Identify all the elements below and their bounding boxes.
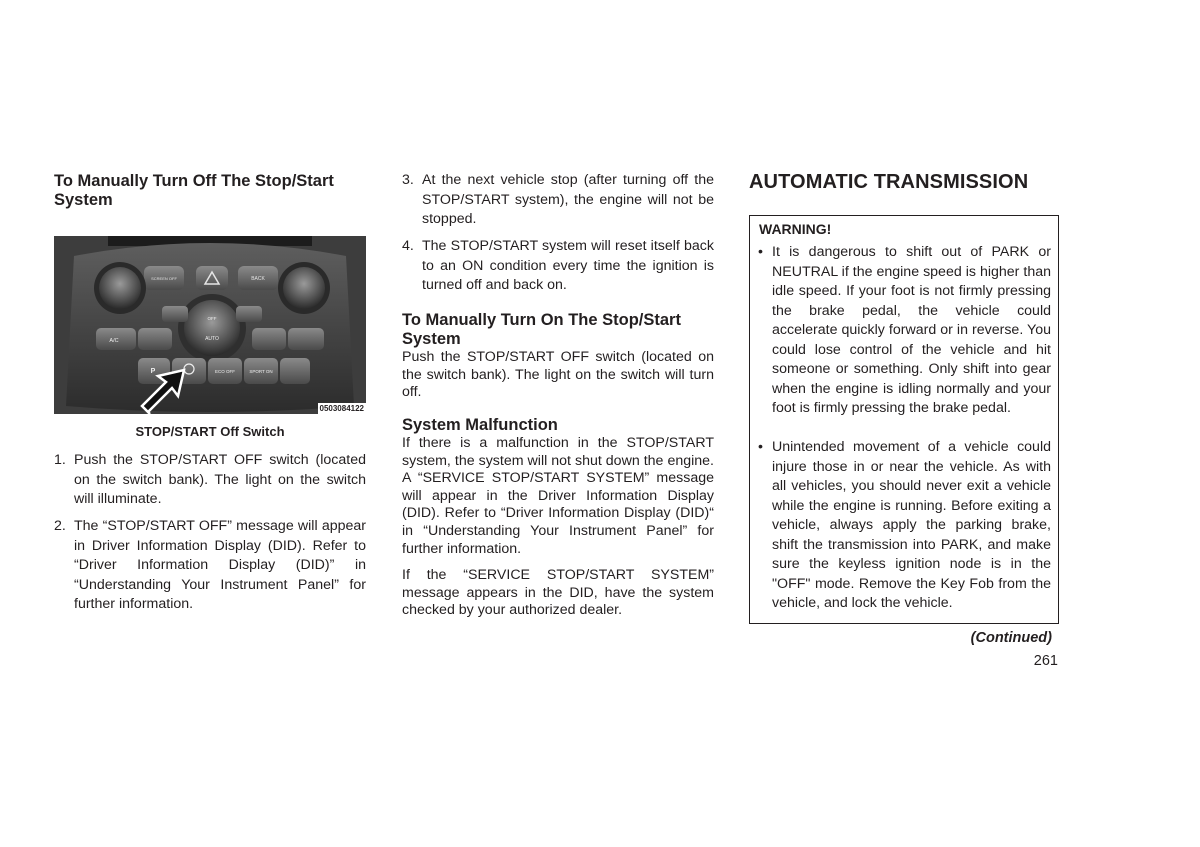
list-item-text: The STOP/START system will reset itself back to an ON condition every time the ignition is turned off and back on. bbox=[422, 238, 714, 293]
bullet-symbol: • bbox=[758, 244, 763, 260]
svg-text:AUTO: AUTO bbox=[205, 336, 219, 342]
svg-text:BACK: BACK bbox=[251, 276, 265, 282]
warning-bullet bbox=[758, 438, 1051, 618]
back-button bbox=[238, 266, 278, 290]
list-item bbox=[54, 517, 366, 617]
warning-bullet-text: It is dangerous to shift out of PARK or NEUTRAL if the engine speed is higher than idle speed. If your foot is not firmly pressing the brake pedal, the vehicle could accelerate quickly forward or in reverse. You could lose control of the vehicle and hit someone or something. Only shift into gear when the engine is idling normally and your foot is firmly pressing the brake pedal. bbox=[772, 244, 1051, 416]
svg-text:A/C: A/C bbox=[109, 338, 119, 344]
sport-on-button bbox=[244, 358, 278, 384]
center-climate-dial bbox=[178, 294, 246, 362]
svg-text:P: P bbox=[150, 368, 156, 375]
left-temperature-knob bbox=[94, 262, 146, 314]
section-heading-malfunction: System Malfunction bbox=[402, 416, 558, 434]
svg-text:SCREEN OFF: SCREEN OFF bbox=[151, 276, 177, 281]
section-heading-turn-on: To Manually Turn On The Stop/Start System bbox=[402, 311, 681, 348]
list-item-number: 3. bbox=[402, 172, 414, 188]
svg-text:SPORT ON: SPORT ON bbox=[249, 369, 273, 374]
paragraph-turn-on: Push the STOP/START OFF switch (located on the switch bank). The light on the switch will turn off. bbox=[402, 349, 714, 401]
bullet-symbol: • bbox=[758, 439, 763, 455]
list-item-text: Push the STOP/START OFF switch (located on the switch bank). The light on the switch will illuminate. bbox=[74, 452, 366, 507]
warning-box bbox=[749, 215, 1059, 624]
hazard-button bbox=[196, 266, 228, 290]
section-heading-turn-off: To Manually Turn Off The Stop/Start System bbox=[54, 172, 334, 209]
warning-bullet bbox=[758, 243, 1051, 439]
stop-start-switch-photo bbox=[54, 236, 366, 414]
list-item bbox=[54, 451, 366, 511]
warning-bullet-text: Unintended movement of a vehicle could injure those in or near the vehicle. As with all vehicles, you should never exit a vehicle while the engine is running. Before exiting a vehicle, always apply the parking brake, shift the transmission into PARK, and make sure the keyless ignition node is in the "OFF" mode. Remove the Key Fob from the vehicle, and lock the vehicle. bbox=[772, 439, 1051, 611]
list-item-number: 2. bbox=[54, 518, 66, 534]
list-item-text: The “STOP/START OFF” message will appear in Driver Information Display (DID). Refer to “Driver Information Display (DID)” in “Understanding Your Instrument Panel” for further information. bbox=[74, 518, 366, 612]
right-temperature-knob bbox=[278, 262, 330, 314]
list-item-text: At the next vehicle stop (after turning off the STOP/START system), the engine will not be stopped. bbox=[422, 172, 714, 227]
chapter-heading: AUTOMATIC TRANSMISSION bbox=[749, 171, 1029, 193]
figure-caption: STOP/START Off Switch bbox=[135, 424, 285, 439]
svg-text:OFF: OFF bbox=[207, 316, 217, 321]
list-item bbox=[402, 171, 714, 231]
console-illustration bbox=[54, 236, 366, 414]
ac-button bbox=[96, 328, 136, 350]
svg-text:ECO OFF: ECO OFF bbox=[215, 369, 235, 374]
paragraph-service: If the “SERVICE STOP/START SYSTEM” message appears in the DID, have the system checked by your authorized dealer. bbox=[402, 567, 714, 619]
eco-off-button bbox=[208, 358, 242, 384]
figure-code: 0503084122 bbox=[319, 404, 364, 413]
continued-note: (Continued) bbox=[970, 630, 1052, 646]
list-item-number: 4. bbox=[402, 238, 414, 254]
warning-title: WARNING! bbox=[759, 221, 832, 237]
page-number: 261 bbox=[1033, 653, 1058, 669]
screen-off-button bbox=[144, 266, 184, 290]
list-item bbox=[402, 237, 714, 297]
paragraph-malfunction: If there is a malfunction in the STOP/START system, the system will not shut down the engine. A “SERVICE STOP/START SYSTEM” message will appear in the Driver Information Display (DID). Refer to “Driver Information Display (DID)“ in “Understanding Your Instrument Panel” for further information. bbox=[402, 435, 714, 557]
list-item-number: 1. bbox=[54, 452, 66, 468]
